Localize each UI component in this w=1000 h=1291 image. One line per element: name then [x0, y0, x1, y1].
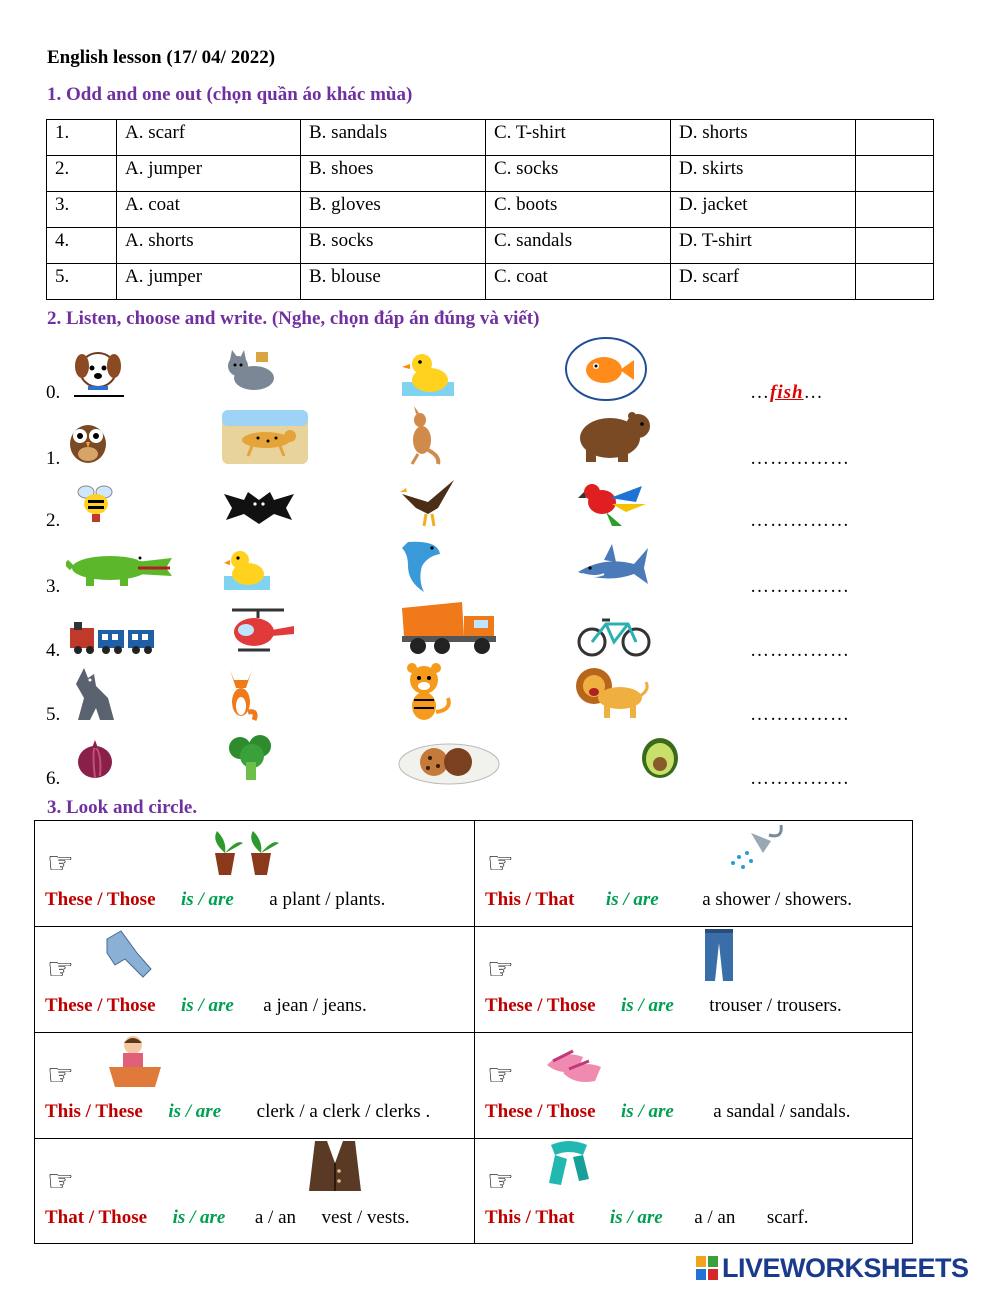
option-b[interactable]: B. gloves: [301, 192, 486, 228]
row-number: 3.: [46, 576, 61, 597]
avocado-icon[interactable]: [636, 734, 686, 780]
verb-choice[interactable]: is / are: [181, 995, 234, 1016]
demonstrative-choice[interactable]: These / Those: [485, 1101, 596, 1122]
noun-choice[interactable]: vest / vests.: [321, 1207, 410, 1228]
option-a[interactable]: A. jumper: [117, 156, 301, 192]
wolf-icon[interactable]: [66, 664, 118, 724]
row-number: 0.: [46, 382, 61, 403]
noun-choice[interactable]: a plant / plants.: [269, 889, 386, 910]
shower-icon: [725, 823, 785, 869]
pointing-hand-icon: ☞: [487, 1165, 514, 1198]
tiger-icon[interactable]: [398, 662, 456, 724]
example-answer-text: fish: [770, 382, 804, 403]
answer-blank[interactable]: ……………: [750, 768, 850, 789]
sentence: [485, 889, 852, 911]
circle-cell: [475, 821, 914, 927]
noun-choice[interactable]: clerk / a clerk / clerks .: [256, 1101, 431, 1122]
row-number: 2.: [46, 510, 61, 531]
cookies-icon[interactable]: [398, 738, 500, 786]
demonstrative-choice[interactable]: These / Those: [485, 995, 596, 1016]
answer-blank[interactable]: ……………: [750, 510, 850, 531]
answer-blank[interactable]: ……………: [750, 448, 850, 469]
verb-choice[interactable]: is / are: [172, 1207, 226, 1228]
pointing-hand-icon: ☞: [47, 953, 74, 986]
pointing-hand-icon: ☞: [487, 847, 514, 880]
row-number: 2.: [47, 156, 117, 192]
noun-choice[interactable]: a jean / jeans.: [263, 995, 367, 1016]
verb-choice[interactable]: is / are: [621, 995, 674, 1016]
table-row: [47, 120, 934, 156]
vest-icon: [305, 1137, 365, 1195]
circle-cell: [35, 1033, 474, 1139]
liveworksheets-logo[interactable]: [696, 1253, 969, 1284]
bicycle-icon[interactable]: [576, 612, 652, 658]
bat-icon[interactable]: [222, 486, 296, 528]
demonstrative-choice[interactable]: That / Those: [45, 1207, 148, 1228]
dog-icon[interactable]: [68, 346, 128, 398]
look-and-circle-grid: [34, 820, 913, 1244]
duck-icon[interactable]: [400, 350, 456, 398]
option-a[interactable]: A. jumper: [117, 264, 301, 300]
circle-cell: [35, 821, 474, 927]
option-b[interactable]: B. shoes: [301, 156, 486, 192]
article-choice[interactable]: a / an: [694, 1207, 736, 1228]
option-c[interactable]: C. T-shirt: [486, 120, 671, 156]
page-title: English lesson (17/ 04/ 2022): [47, 47, 276, 68]
verb-choice[interactable]: is / are: [168, 1101, 222, 1122]
dump-truck-icon[interactable]: [398, 600, 500, 658]
noun-choice[interactable]: scarf.: [766, 1207, 809, 1228]
verb-choice[interactable]: is / are: [609, 1207, 663, 1228]
parrot-icon[interactable]: [576, 476, 652, 528]
demonstrative-choice[interactable]: This / These: [45, 1101, 143, 1122]
section1-title: 1. Odd and one out (chọn quần áo khác mùa): [47, 84, 413, 105]
answer-cell[interactable]: [856, 156, 934, 192]
sentence: [45, 995, 367, 1017]
option-a[interactable]: A. coat: [117, 192, 301, 228]
table-row: [47, 156, 934, 192]
broccoli-icon[interactable]: [226, 734, 276, 782]
demonstrative-choice[interactable]: These / Those: [45, 995, 156, 1016]
plants-icon: [207, 823, 279, 877]
demonstrative-choice[interactable]: This / That: [485, 1207, 575, 1228]
answer-cell[interactable]: [856, 228, 934, 264]
sentence: [45, 1101, 430, 1123]
article-choice[interactable]: a / an: [254, 1207, 297, 1228]
fox-icon[interactable]: [224, 666, 258, 722]
pointing-hand-icon: ☞: [47, 1059, 74, 1092]
kangaroo-icon[interactable]: [402, 406, 442, 466]
helicopter-icon[interactable]: [228, 606, 298, 658]
row-number: 1.: [46, 448, 61, 469]
option-c[interactable]: C. coat: [486, 264, 671, 300]
pointing-hand-icon: ☞: [47, 1165, 74, 1198]
demonstrative-choice[interactable]: This / That: [485, 889, 575, 910]
pointing-hand-icon: ☞: [487, 1059, 514, 1092]
row-number: 5.: [47, 264, 117, 300]
option-c[interactable]: C. sandals: [486, 228, 671, 264]
answer-cell[interactable]: [856, 192, 934, 228]
option-b[interactable]: B. blouse: [301, 264, 486, 300]
liveworksheets-logo-icon: [696, 1256, 718, 1280]
crocodile-icon[interactable]: [66, 542, 174, 592]
circle-cell: [35, 927, 474, 1033]
pointing-hand-icon: ☞: [47, 847, 74, 880]
option-a[interactable]: A. scarf: [117, 120, 301, 156]
verb-choice[interactable]: is / are: [181, 889, 234, 910]
cheetah-icon[interactable]: [222, 410, 308, 464]
noun-choice[interactable]: a shower / showers.: [702, 889, 853, 910]
option-d[interactable]: D. shorts: [671, 120, 856, 156]
sentence: [45, 889, 385, 911]
answer-cell[interactable]: [856, 264, 934, 300]
dolphin-icon[interactable]: [398, 536, 444, 594]
sentence: [485, 1101, 850, 1123]
option-d[interactable]: D. scarf: [671, 264, 856, 300]
owl-icon[interactable]: [66, 418, 110, 464]
option-d[interactable]: D. jacket: [671, 192, 856, 228]
option-d[interactable]: D. skirts: [671, 156, 856, 192]
circle-cell: [35, 1139, 474, 1245]
train-icon[interactable]: [68, 620, 156, 656]
odd-one-out-table: [46, 119, 934, 300]
cat-icon[interactable]: [222, 348, 280, 394]
sentence: [485, 1207, 809, 1229]
row-number: 3.: [47, 192, 117, 228]
noun-choice[interactable]: a sandal / sandals.: [713, 1101, 851, 1122]
sentence: [485, 995, 842, 1017]
trousers-icon: [701, 927, 737, 983]
option-a[interactable]: A. shorts: [117, 228, 301, 264]
demonstrative-choice[interactable]: These / Those: [45, 889, 156, 910]
row-number: 4.: [47, 228, 117, 264]
option-b[interactable]: B. socks: [301, 228, 486, 264]
pointing-hand-icon: ☞: [487, 953, 514, 986]
noun-choice[interactable]: trouser / trousers.: [709, 995, 842, 1016]
bear-icon[interactable]: [574, 406, 654, 464]
answer-blank[interactable]: ……………: [750, 640, 850, 661]
answer-cell[interactable]: [856, 120, 934, 156]
verb-choice[interactable]: is / are: [605, 889, 659, 910]
table-row: [47, 192, 934, 228]
answer-blank[interactable]: ……………: [750, 704, 850, 725]
shark-icon[interactable]: [574, 542, 650, 592]
jeans-icon: [103, 929, 155, 981]
circle-cell: [475, 1033, 914, 1139]
option-b[interactable]: B. sandals: [301, 120, 486, 156]
row-number: 5.: [46, 704, 61, 725]
brand-text: LIVEWORKSHEETS: [722, 1253, 969, 1283]
section3-title: 3. Look and circle.: [47, 797, 198, 818]
row-number: 6.: [46, 768, 61, 789]
scarf-icon: [543, 1139, 595, 1189]
example-answer: …fish…: [750, 382, 824, 403]
option-c[interactable]: C. boots: [486, 192, 671, 228]
bee-icon[interactable]: [76, 482, 118, 526]
duck-icon[interactable]: [222, 546, 272, 592]
row-number: 4.: [46, 640, 61, 661]
clerk-icon: [105, 1033, 167, 1089]
sandals-icon: [543, 1035, 605, 1085]
eagle-icon[interactable]: [398, 474, 456, 528]
answer-blank[interactable]: ……………: [750, 576, 850, 597]
circle-cell: [475, 927, 914, 1033]
lion-icon[interactable]: [574, 664, 650, 722]
table-row: [47, 228, 934, 264]
fish-icon-circled[interactable]: [564, 336, 648, 402]
section2-title: 2. Listen, choose and write. (Nghe, chọn đáp án đúng và viết): [47, 308, 540, 329]
option-c[interactable]: C. socks: [486, 156, 671, 192]
row-number: 1.: [47, 120, 117, 156]
verb-choice[interactable]: is / are: [621, 1101, 674, 1122]
table-row: [47, 264, 934, 300]
option-d[interactable]: D. T-shirt: [671, 228, 856, 264]
sentence: [45, 1207, 410, 1229]
onion-icon[interactable]: [74, 738, 116, 780]
circle-cell: [475, 1139, 914, 1245]
